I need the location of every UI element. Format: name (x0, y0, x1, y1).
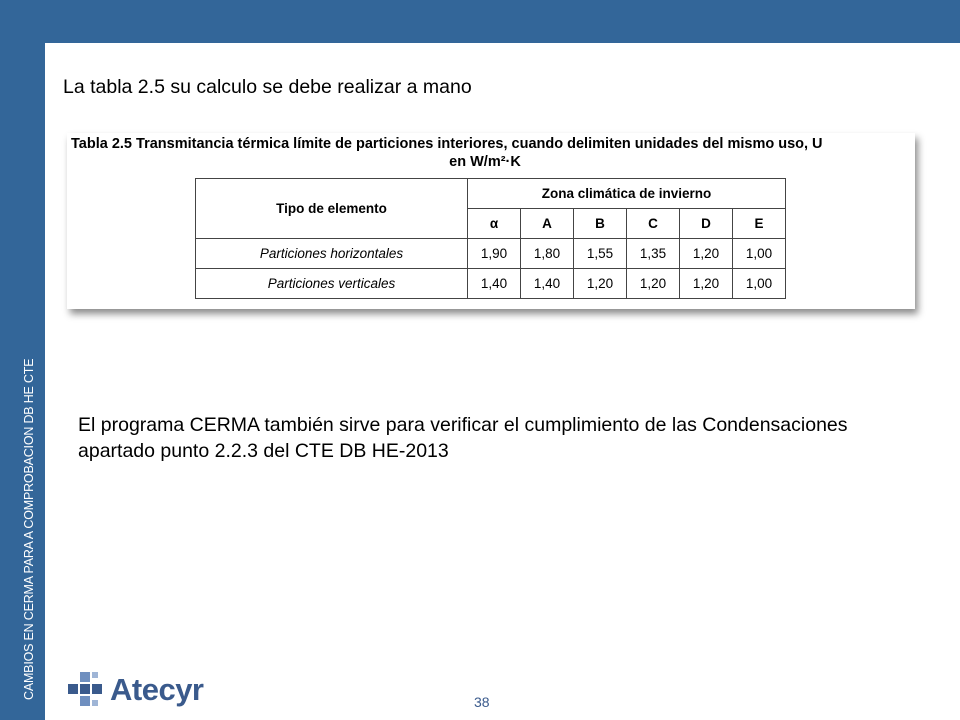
table-cell: 1,00 (733, 269, 786, 299)
top-bar (0, 0, 960, 43)
transmittance-table (195, 178, 786, 299)
table-cell: 1,40 (468, 269, 521, 299)
table-cell: 1,20 (574, 269, 627, 299)
row-label: Particiones horizontales (196, 239, 468, 269)
table-cell: 1,90 (468, 239, 521, 269)
table-cell: 1,20 (680, 239, 733, 269)
table-cell: 1,40 (521, 269, 574, 299)
table-cell: 1,20 (627, 269, 680, 299)
table-cell: 1,20 (680, 269, 733, 299)
zone-header: B (574, 209, 627, 239)
row-label: Particiones verticales (196, 269, 468, 299)
table-header-row (196, 179, 786, 209)
zone-header: A (521, 209, 574, 239)
atecyr-logo (68, 670, 204, 710)
table-caption (71, 135, 913, 171)
side-label: CAMBIOS EN CERMA PARA A COMPROBACION DB HE CTE (22, 358, 36, 700)
table-row (196, 239, 786, 269)
table-caption-line-1: Tabla 2.5 Transmitancia térmica límite de particiones interiores, cuando delimiten unidades del mismo uso, U (71, 136, 823, 152)
table-cell: 1,55 (574, 239, 627, 269)
zone-header: D (680, 209, 733, 239)
zone-header: E (733, 209, 786, 239)
table-caption-line-2: en W/m²·K (449, 154, 521, 170)
zone-header: α (468, 209, 521, 239)
zone-header: C (627, 209, 680, 239)
logo-text: Atecyr (110, 672, 204, 707)
table-cell: 1,35 (627, 239, 680, 269)
body-paragraph: El programa CERMA también sirve para verificar el cumplimiento de las Condensaciones apartado punto 2.2.3 del CTE DB HE-2013 (78, 414, 848, 462)
table-row (196, 269, 786, 299)
slide-heading: La tabla 2.5 su calculo se debe realizar a mano (63, 76, 472, 98)
header-tipo-elemento: Tipo de elemento (196, 179, 468, 239)
table-cell: 1,80 (521, 239, 574, 269)
side-bar (0, 0, 45, 720)
atecyr-logo-icon (68, 670, 108, 710)
table-image (67, 133, 915, 309)
table-cell: 1,00 (733, 239, 786, 269)
page-number: 38 (474, 694, 490, 710)
header-zona-climatica: Zona climática de invierno (468, 179, 786, 209)
